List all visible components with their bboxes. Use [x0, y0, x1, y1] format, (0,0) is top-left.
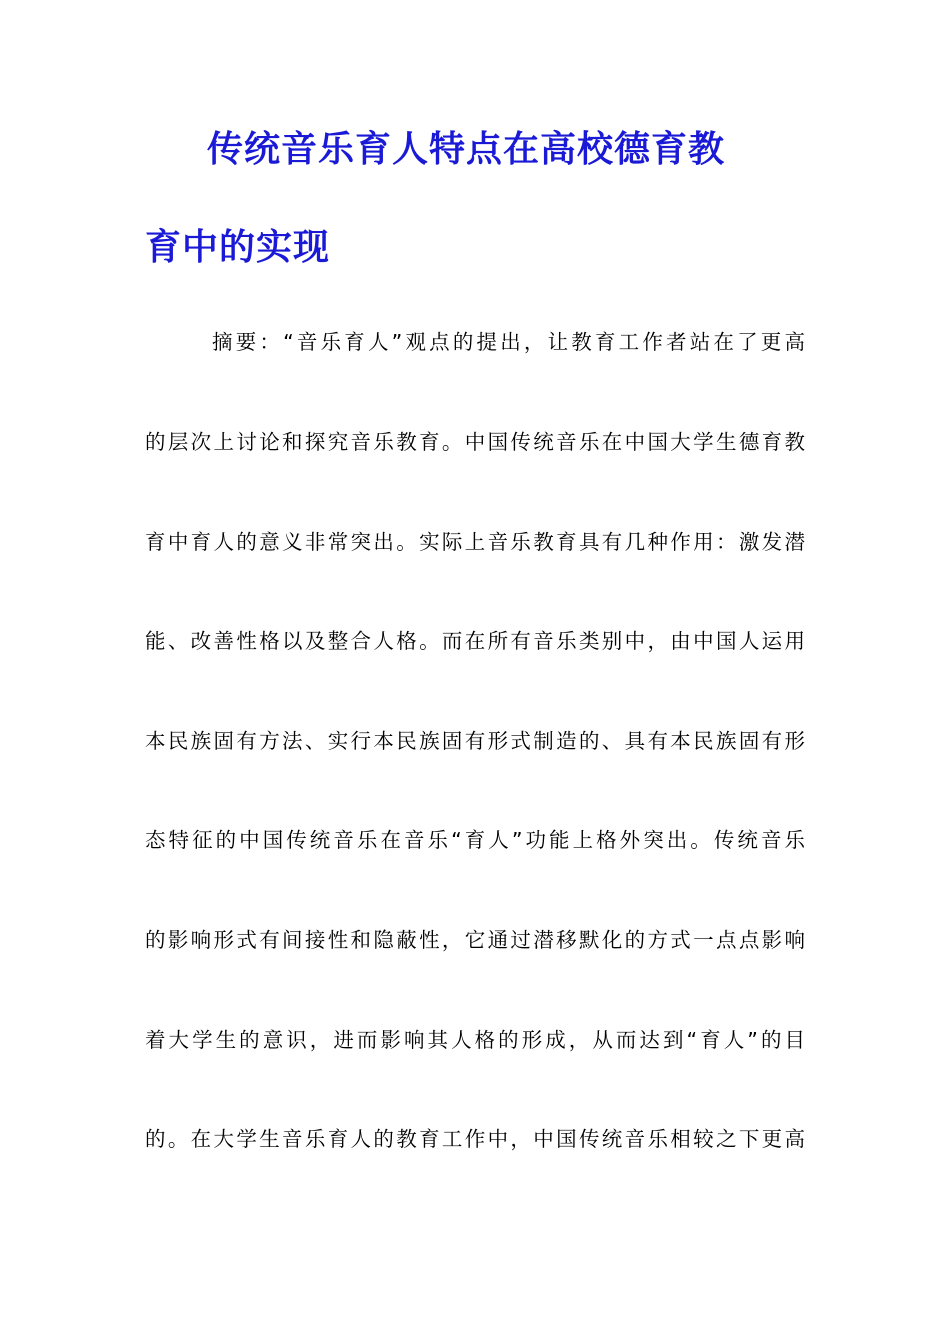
abstract-line-8: 着大学生的意识，进而影响其人格的形成，从而达到“育人”的目 [145, 1028, 805, 1052]
abstract-line-5: 本民族固有方法、实行本民族固有形式制造的、具有本民族固有形 [145, 729, 805, 753]
abstract-line-3: 育中育人的意义非常突出。实际上音乐教育具有几种作用：激发潜 [145, 530, 805, 554]
abstract-line-4: 能、改善性格以及整合人格。而在所有音乐类别中，由中国人运用 [145, 629, 805, 653]
document-title-line-1: 传统音乐育人特点在高校德育教 [207, 129, 726, 170]
document-title-line-2: 育中的实现 [145, 227, 331, 268]
abstract-line-6: 态特征的中国传统音乐在音乐“育人”功能上格外突出。传统音乐 [145, 828, 805, 852]
abstract-line-2: 的层次上讨论和探究音乐教育。中国传统音乐在中国大学生德育教 [145, 430, 805, 454]
abstract-line-9: 的。在大学生音乐育人的教育工作中，中国传统音乐相较之下更高 [145, 1127, 805, 1151]
abstract-line-1: 摘要：“音乐育人”观点的提出，让教育工作者站在了更高 [212, 330, 805, 354]
abstract-line-7: 的影响形式有间接性和隐蔽性，它通过潜移默化的方式一点点影响 [145, 928, 805, 952]
